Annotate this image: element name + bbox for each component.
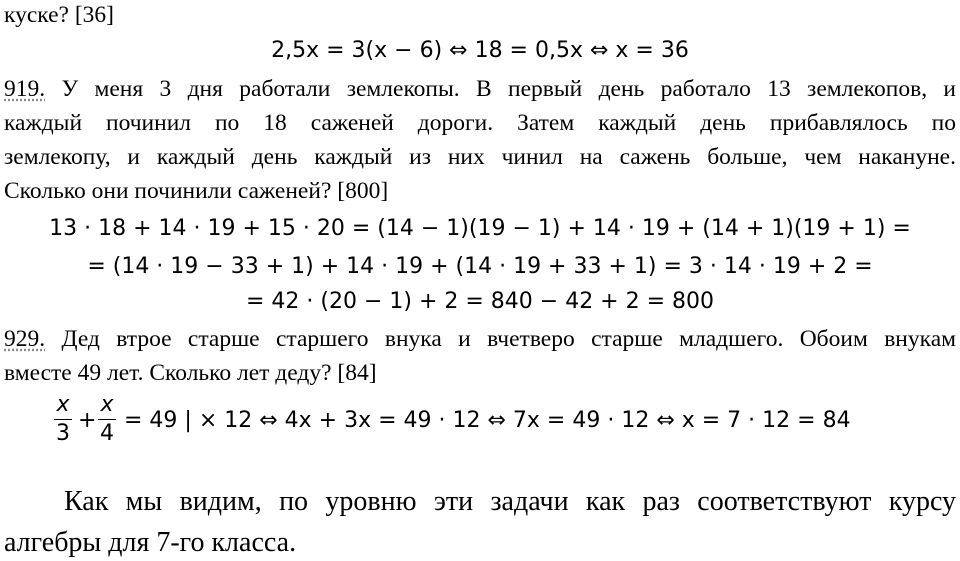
equation-800-line-3: = 42 · (20 − 1) + 2 = 840 − 42 + 2 = 800 bbox=[245, 289, 715, 314]
problem-919-line-1 bbox=[4, 74, 956, 104]
intro-line: куске? [36] bbox=[4, 2, 114, 28]
problem-919-line-4: Сколько они починили саженей? [800] bbox=[4, 178, 389, 204]
fraction-1-denominator: 3 bbox=[56, 421, 70, 446]
fraction-2-denominator: 4 bbox=[100, 421, 114, 446]
problem-919-text-1: У меня 3 дня работали землекопы. В первый день работало 13 землекопов, и bbox=[45, 76, 956, 102]
problem-919-line-2: каждый починил по 18 саженей дороги. Затем каждый день прибавлялось по bbox=[4, 110, 956, 136]
problem-919-line-3: землекопу, и каждый день каждый из них чинил на сажень больше, чем накануне. bbox=[4, 144, 956, 170]
problem-929-line-1 bbox=[4, 324, 956, 354]
fraction-x-over-4 bbox=[94, 392, 120, 447]
problem-929-number: 929. bbox=[4, 326, 46, 352]
conclusion-line-1: Как мы видим, по уровню эти задачи как раз соответствуют курсу bbox=[64, 486, 956, 517]
equation-answer-36: 2,5x = 3(x − 6) ⇔ 18 = 0,5x ⇔ x = 36 bbox=[271, 38, 689, 63]
problem-929-text-1: Дед втрое старше старшего внука и вчетверо старше младшего. Обоим внукам bbox=[45, 326, 956, 352]
problem-929-line-2: вместе 49 лет. Сколько лет деду? [84] bbox=[4, 360, 377, 386]
fraction-1-bar bbox=[54, 419, 72, 420]
equation-84-plus: + bbox=[78, 408, 97, 433]
equation-800-line-1: 13 · 18 + 14 · 19 + 15 · 20 = (14 − 1)(19 − 1) + 14 · 19 + (14 + 1)(19 + 1) = bbox=[49, 216, 911, 241]
fraction-2-numerator: x bbox=[100, 392, 114, 417]
problem-919-number: 919. bbox=[4, 76, 46, 102]
conclusion-line-2: алгебры для 7-го класса. bbox=[4, 527, 297, 558]
fraction-2-bar bbox=[98, 419, 116, 420]
equation-800-line-2: = (14 · 19 − 33 + 1) + 14 · 19 + (14 · 19 + 33 + 1) = 3 · 14 · 19 + 2 = bbox=[87, 254, 873, 279]
fraction-x-over-3 bbox=[50, 392, 76, 447]
fraction-1-numerator: x bbox=[56, 392, 70, 417]
equation-84-rest: = 49 | × 12 ⇔ 4x + 3x = 49 · 12 ⇔ 7x = 49 · 12 ⇔ x = 7 · 12 = 84 bbox=[124, 408, 851, 433]
